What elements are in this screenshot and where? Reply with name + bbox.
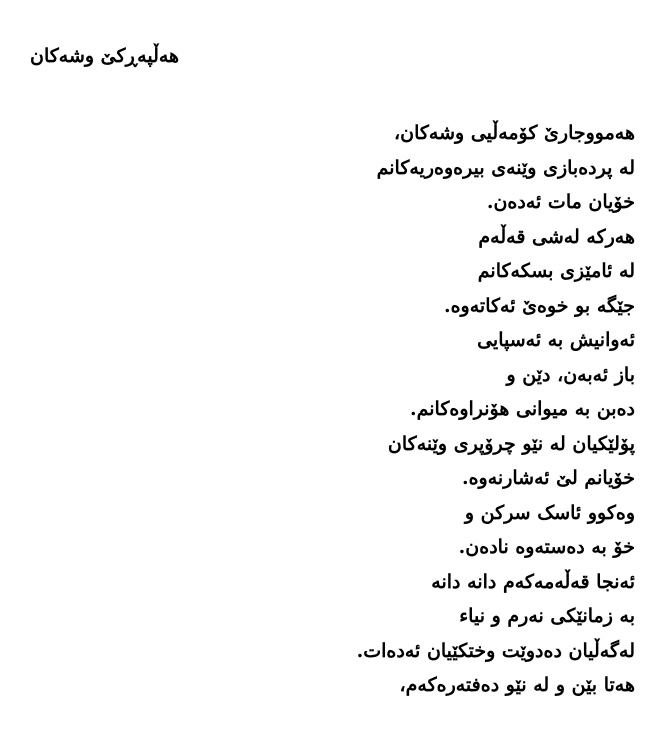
poem-line: دەبن بە میوانی هۆنراوەکانم. [409, 398, 635, 420]
poem-body [35, 116, 635, 703]
poem-line: هەرکە لەشی قەڵەم [478, 225, 635, 248]
poem-line: جێگە بو خوەێ ئەکاتەوە. [443, 294, 635, 317]
poem-line: هەمووجارێ کۆمەڵیی وشەکان، [394, 122, 635, 144]
poem-line: ئەوانیش بە ئەسپایی [477, 329, 635, 351]
poem-line: لە پردەبازی وێنەی بیرەوەریەکانم [376, 156, 635, 179]
poem-line: باز ئەبەن، دێن و [506, 363, 635, 386]
poem-line: لە ئامێزی بسکەکانم [477, 260, 635, 282]
poem-line: بە زمانێکی نەرم و نیاء [459, 605, 635, 627]
poem-line: خۆیان مات ئەدەن. [486, 191, 635, 213]
poem-line: هەتا بێن و لە نێو دەفتەرەکەم، [399, 674, 635, 696]
poem-line: خۆیانم لێ ئەشارنەوە. [461, 467, 635, 489]
poem-line: لەگەڵیان دەدوێت وختکێیان ئەدەات. [356, 639, 635, 662]
poem-line: ئەنجا قەڵەمەکەم دانە دانە [431, 570, 635, 593]
poem-title: هەڵپەڕکێ وشەکان [30, 45, 180, 67]
poem-line: وەکوو ئاسک سرکن و [464, 501, 635, 524]
poem-line: خۆ بە دەستەوە نادەن. [458, 536, 635, 558]
poem-line: پۆلێکیان لە نێو چرۆپری وێنەکان [387, 432, 635, 455]
